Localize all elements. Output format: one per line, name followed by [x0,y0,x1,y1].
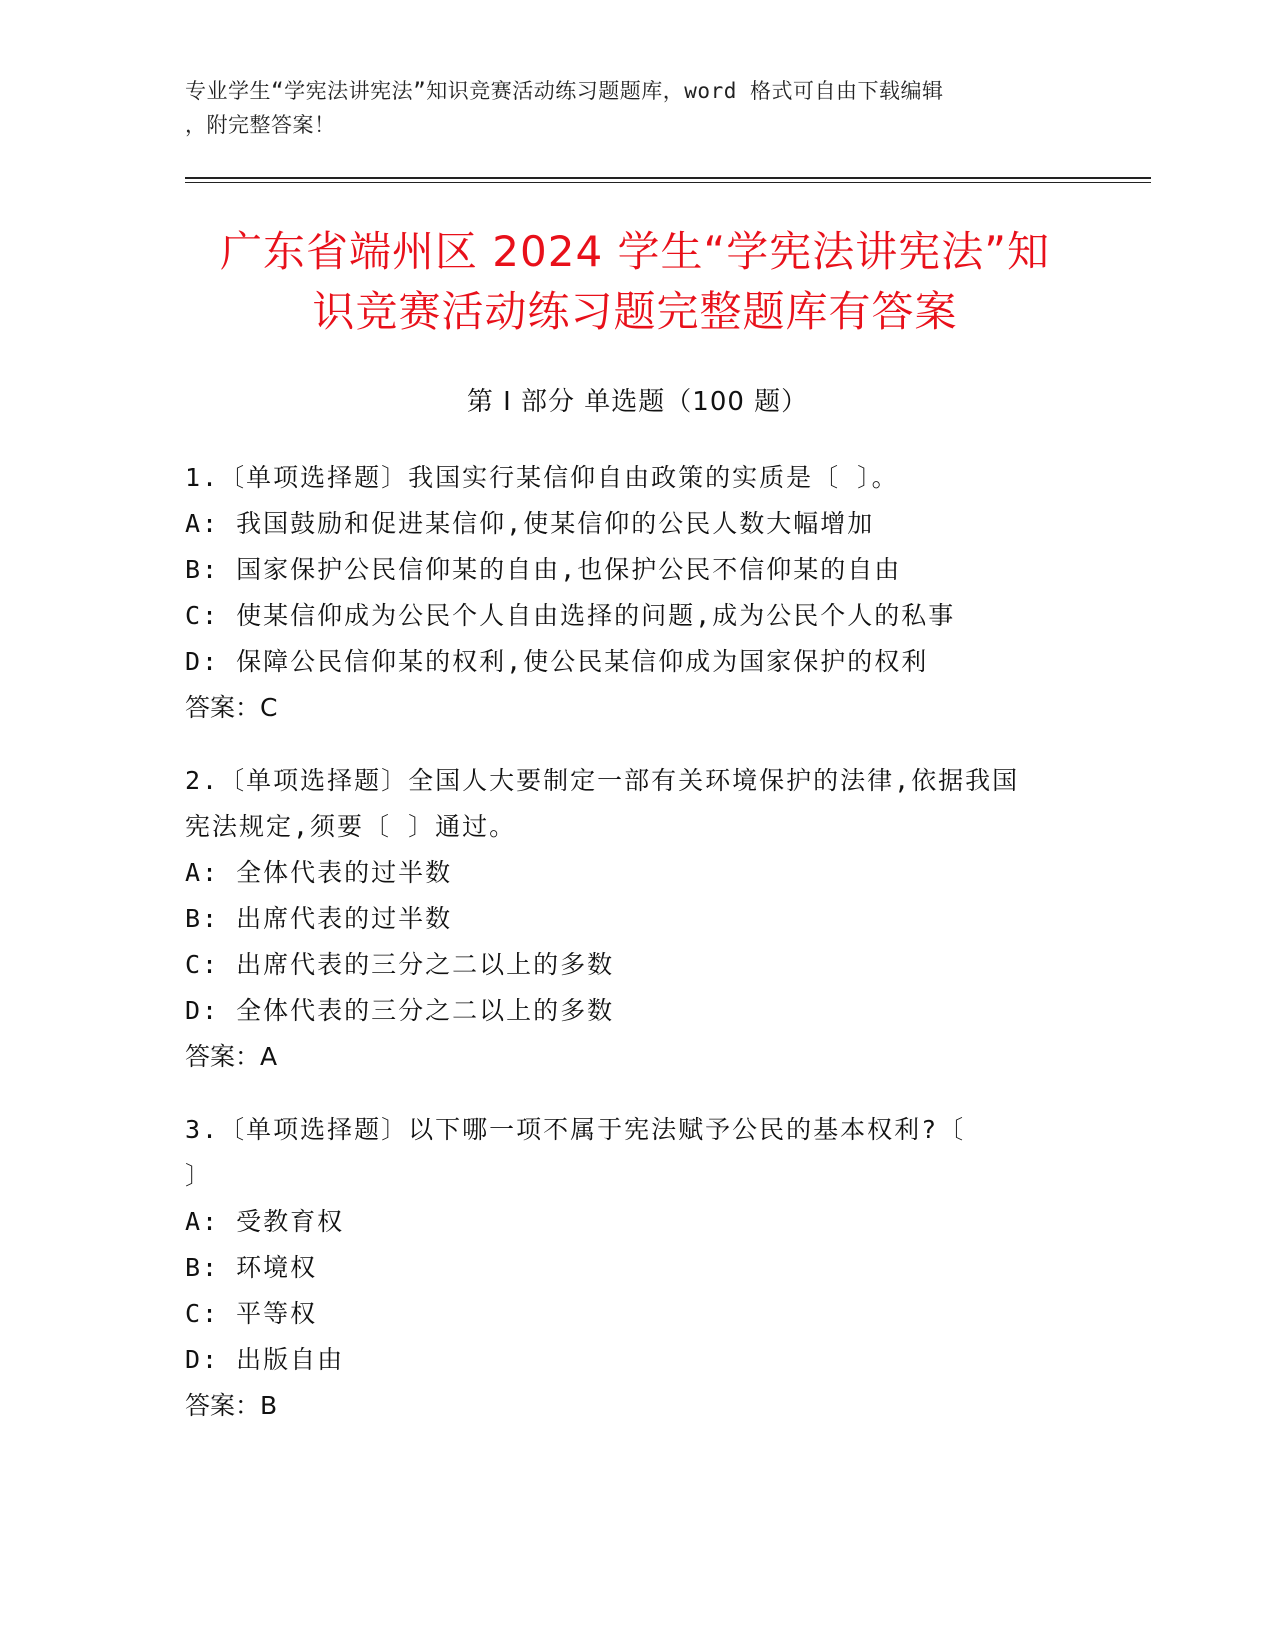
option-b: B: 国家保护公民信仰某的自由,也保护公民不信仰某的自由 [185,555,902,584]
answer: 答案：B [185,1391,278,1420]
header-note [185,74,1085,142]
document-title-line-1: 广东省端州区 2024 学生“学宪法讲宪法”知 [219,227,1051,276]
option-c: C: 使某信仰成为公民个人自由选择的问题,成为公民个人的私事 [185,601,956,630]
option-b: B: 出席代表的过半数 [185,904,453,933]
question-stem-line: 1.〔单项选择题〕我国实行某信仰自由政策的实质是〔 〕。 [185,463,899,492]
answer: 答案：C [185,693,278,722]
header-note-line-2: ，附完整答案！ [185,113,336,137]
header-divider-thin [185,182,1151,183]
question-3 [185,1107,1075,1429]
option-c: C: 出席代表的三分之二以上的多数 [185,950,615,979]
option-d: D: 全体代表的三分之二以上的多数 [185,996,615,1025]
question-stem-line: 3.〔单项选择题〕以下哪一项不属于宪法赋予公民的基本权利?〔 [185,1115,966,1144]
answer: 答案：A [185,1042,278,1071]
option-d: D: 保障公民信仰某的权利,使公民某信仰成为国家保护的权利 [185,647,929,676]
option-c: C: 平等权 [185,1299,318,1328]
document-title [160,222,1110,342]
question-stem-line: 〕 [185,1161,213,1190]
question-1 [185,455,1075,731]
question-2 [185,758,1075,1080]
option-a: A: 全体代表的过半数 [185,858,453,887]
option-d: D: 出版自由 [185,1345,345,1374]
option-b: B: 环境权 [185,1253,318,1282]
question-stem-line: 2.〔单项选择题〕全国人大要制定一部有关环境保护的法律,依据我国 [185,766,1020,795]
header-note-line-1: 专业学生“学宪法讲宪法”知识竞赛活动练习题题库，word 格式可自由下载编辑 [185,79,944,103]
question-stem-line: 宪法规定,须要〔 〕通过。 [185,812,517,841]
document-title-line-2: 识竞赛活动练习题完整题库有答案 [312,287,958,336]
option-a: A: 我国鼓励和促进某信仰,使某信仰的公民人数大幅增加 [185,509,875,538]
option-a: A: 受教育权 [185,1207,345,1236]
question-stem [185,758,1075,850]
question-stem [185,455,1075,501]
section-title: 第 I 部分 单选题（100 题） [466,387,809,417]
header-divider-thick [185,177,1151,179]
question-stem [185,1107,1075,1199]
